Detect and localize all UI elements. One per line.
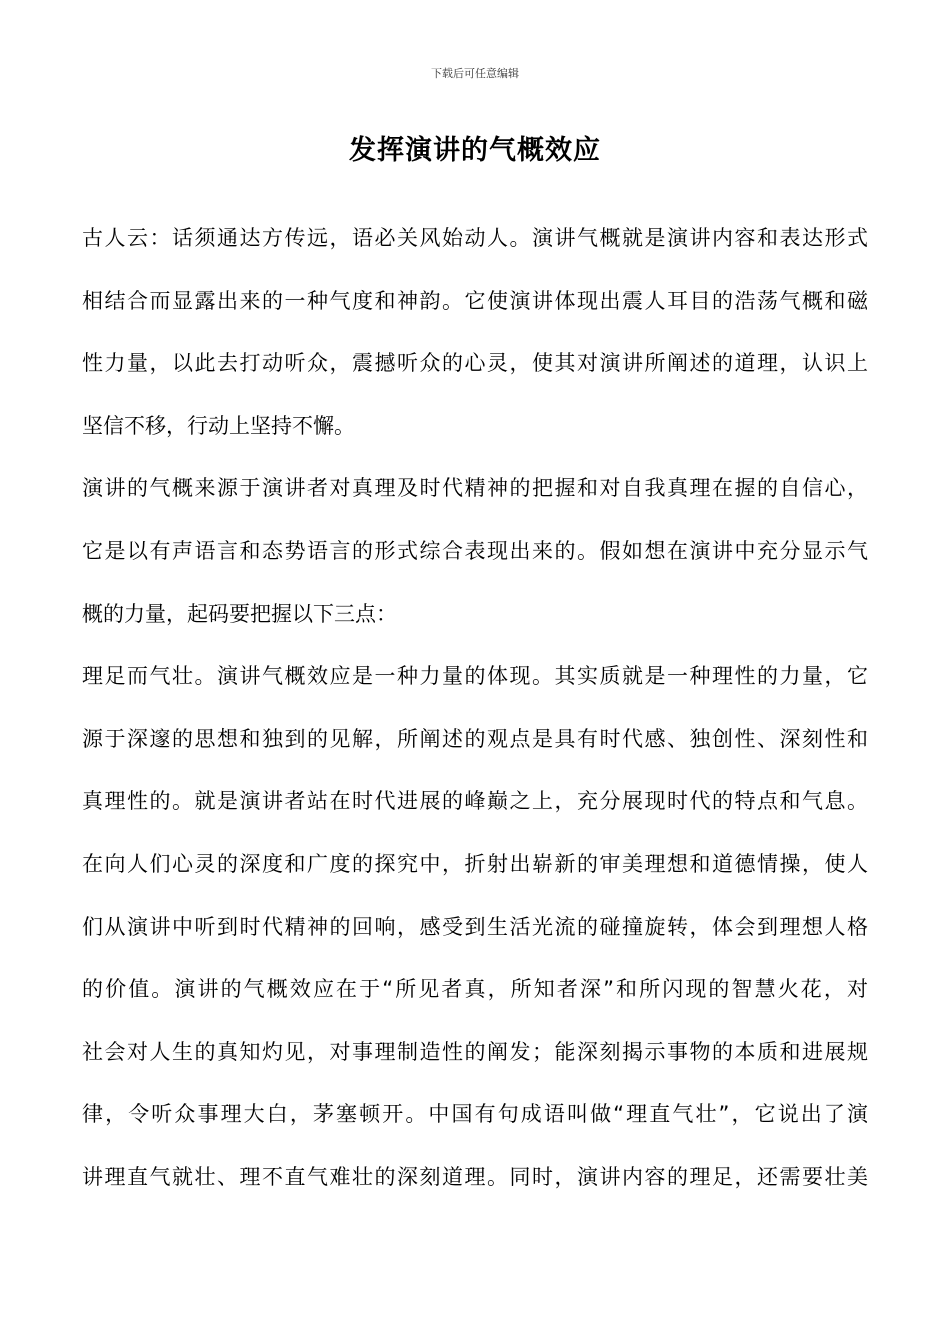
text-line: 在向人们心灵的深度和广度的探究中，折射出崭新的审美理想和道德情操，使人: [82, 851, 868, 876]
text-line: 它是以有声语言和态势语言的形式综合表现出来的。假如想在演讲中充分显示气: [82, 538, 868, 563]
header-note: 下载后可任意编辑: [431, 67, 519, 80]
text-line: 古人云：话须通达方传远，语必关风始动人。演讲气概就是演讲内容和表达形式: [82, 226, 868, 250]
text-line: 理足而气壮。演讲气概效应是一种力量的体现。其实质就是一种理性的力量，它: [82, 664, 868, 689]
text-line: 的价值。演讲的气概效应在于“所见者真，所知者深”和所闪现的智慧火花，对: [82, 977, 868, 1002]
text-line: 性力量，以此去打动听众，震撼听众的心灵，使其对演讲所阐述的道理，认识上: [82, 351, 868, 376]
text-line: 社会对人生的真知灼见，对事理制造性的阐发；能深刻揭示事物的本质和进展规: [82, 1039, 868, 1064]
paragraph-1: [82, 207, 868, 457]
text-line: 源于深邃的思想和独到的见解，所阐述的观点是具有时代感、独创性、深刻性和: [82, 726, 868, 751]
paragraph-2: [82, 457, 868, 645]
document-title: 发挥演讲的气概效应: [349, 135, 601, 166]
text-line: 相结合而显露出来的一种气度和神韵。它使演讲体现出震人耳目的浩荡气概和磁: [82, 288, 868, 313]
text-line: 律，令听众事理大白，茅塞顿开。中国有句成语叫做“理直气壮”，它说出了演: [82, 1102, 868, 1127]
text-line: 讲理直气就壮、理不直气难壮的深刻道理。同时，演讲内容的理足，还需要壮美: [82, 1164, 868, 1189]
text-line: 们从演讲中听到时代精神的回响，感受到生活光流的碰撞旋转，体会到理想人格: [82, 914, 868, 939]
text-line: 演讲的气概来源于演讲者对真理及时代精神的把握和对自我真理在握的自信心，: [82, 476, 868, 501]
paragraph-3: [82, 645, 868, 1208]
text-line: 真理性的。就是演讲者站在时代进展的峰巅之上，充分展现时代的特点和气息。: [82, 789, 868, 814]
text-line: 概的力量，起码要把握以下三点：: [82, 601, 397, 626]
document-body: [82, 207, 868, 1209]
text-line: 坚信不移，行动上坚持不懈。: [82, 413, 355, 438]
